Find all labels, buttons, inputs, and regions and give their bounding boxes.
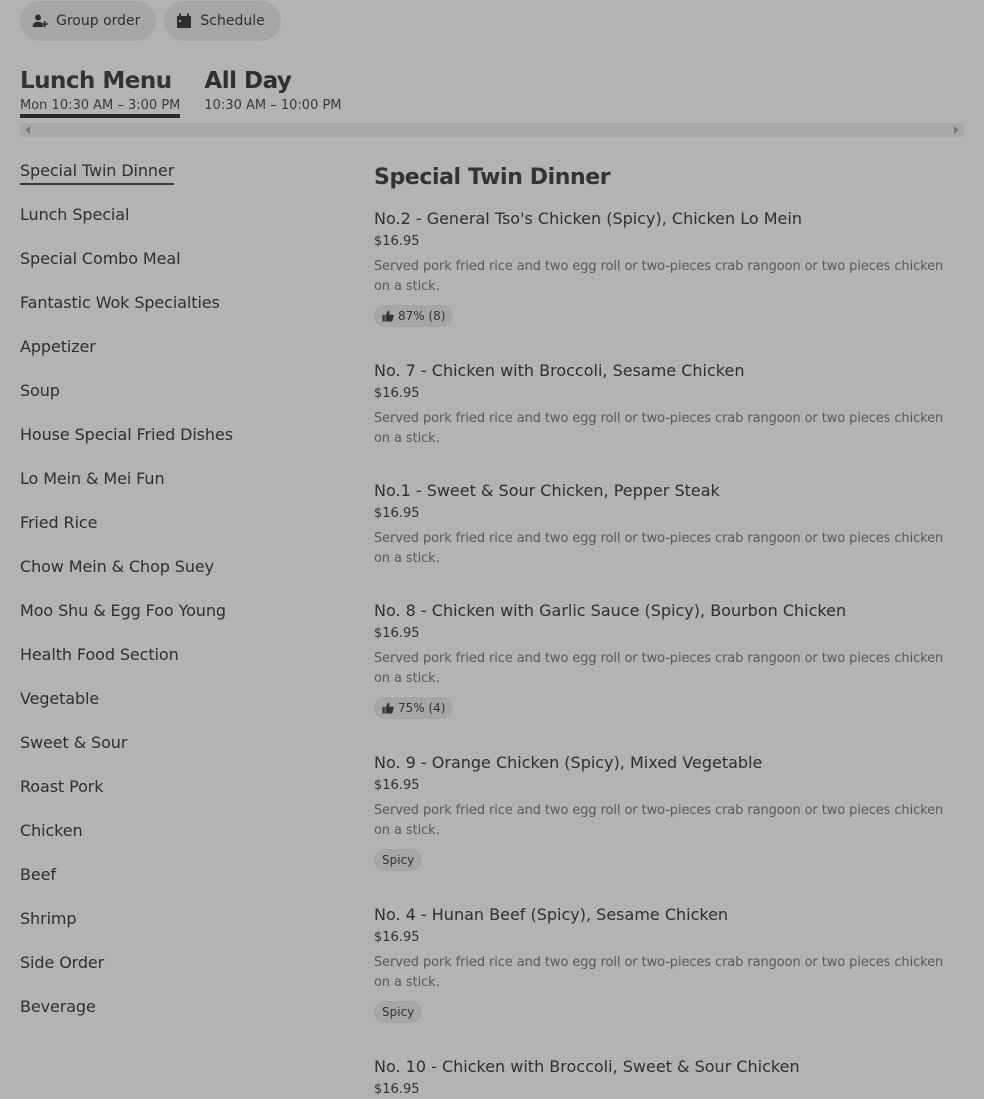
item-description: Served pork fried rice and two egg roll or two-pieces crab rangoon or two pieces chicken on a stick. [374, 803, 944, 838]
calendar-icon [176, 13, 192, 29]
menu-item[interactable] [374, 752, 959, 904]
spicy-tag [374, 849, 422, 871]
thumbs-up-icon [382, 310, 394, 322]
item-price: $16.95 [374, 1082, 420, 1097]
sidebar-item-appetizer[interactable] [20, 334, 340, 378]
top-actions [20, 1, 281, 41]
menu-item[interactable] [374, 1056, 959, 1099]
menu-section [374, 160, 959, 1099]
sidebar-item-label: Special Combo Meal [20, 249, 181, 268]
sidebar-item-chow-mein-chop-suey[interactable] [20, 554, 340, 598]
scroll-right-icon[interactable] [954, 126, 959, 134]
item-price: $16.95 [374, 386, 420, 401]
group-order-label: Group order [56, 13, 141, 29]
sidebar-item-label: Roast Pork [20, 777, 104, 796]
item-name: No.1 - Sweet & Sour Chicken, Pepper Steak [374, 481, 720, 500]
scroll-left-icon[interactable] [25, 126, 30, 134]
section-title: Special Twin Dinner [374, 165, 611, 190]
add-person-icon [32, 13, 48, 29]
menu-item[interactable] [374, 208, 959, 360]
sidebar-item-label: House Special Fried Dishes [20, 425, 233, 444]
sidebar-item-beverage[interactable] [20, 994, 340, 1038]
sidebar-item-label: Special Twin Dinner [20, 159, 174, 185]
item-price: $16.95 [374, 234, 420, 249]
sidebar-item-moo-shu-egg-foo-young[interactable] [20, 598, 340, 642]
sidebar-item-house-special-fried-dishes[interactable] [20, 422, 340, 466]
sidebar-item-sweet-sour[interactable] [20, 730, 340, 774]
rating-badge [374, 305, 453, 327]
category-sidebar [20, 158, 340, 1038]
sidebar-item-chicken[interactable] [20, 818, 340, 862]
rating-badge [374, 697, 453, 719]
sidebar-item-label: Chicken [20, 821, 83, 840]
sidebar-item-label: Moo Shu & Egg Foo Young [20, 601, 226, 620]
sidebar-item-fantastic-wok-specialties[interactable] [20, 290, 340, 334]
sidebar-item-label: Health Food Section [20, 645, 179, 664]
tab-all-day[interactable] [204, 66, 341, 118]
item-description: Served pork fried rice and two egg roll or two-pieces crab rangoon or two pieces chicken on a stick. [374, 531, 944, 566]
sidebar-item-health-food-section[interactable] [20, 642, 340, 686]
item-price: $16.95 [374, 626, 420, 641]
horizontal-scrollbar[interactable] [20, 123, 964, 137]
sidebar-item-label: Shrimp [20, 909, 77, 928]
item-name: No. 4 - Hunan Beef (Spicy), Sesame Chicken [374, 905, 729, 924]
sidebar-item-special-twin-dinner[interactable] [20, 158, 340, 202]
item-name: No. 8 - Chicken with Garlic Sauce (Spicy), Bourbon Chicken [374, 601, 847, 620]
sidebar-item-label: Beverage [20, 997, 96, 1016]
sidebar-item-vegetable[interactable] [20, 686, 340, 730]
sidebar-item-label: Lunch Special [20, 205, 130, 224]
menu-title: Lunch Menu [20, 68, 172, 94]
item-price: $16.95 [374, 930, 420, 945]
sidebar-item-label: Appetizer [20, 337, 96, 356]
rating-text: 75% (4) [398, 701, 446, 715]
menu-item[interactable] [374, 600, 959, 752]
sidebar-item-roast-pork[interactable] [20, 774, 340, 818]
sidebar-item-label: Lo Mein & Mei Fun [20, 469, 165, 488]
tab-lunch-menu[interactable] [20, 66, 180, 118]
menu-tabs [20, 66, 342, 118]
sidebar-item-lunch-special[interactable] [20, 202, 340, 246]
menu-title: All Day [204, 68, 292, 94]
item-description: Served pork fried rice and two egg roll or two-pieces crab rangoon or two pieces chicken on a stick. [374, 411, 944, 446]
menu-item[interactable] [374, 480, 959, 600]
sidebar-item-label: Fantastic Wok Specialties [20, 293, 220, 312]
sidebar-item-label: Chow Mein & Chop Suey [20, 557, 215, 576]
item-price: $16.95 [374, 506, 420, 521]
rating-text: 87% (8) [398, 309, 446, 323]
tag-text: Spicy [382, 1005, 415, 1019]
sidebar-item-special-combo-meal[interactable] [20, 246, 340, 290]
sidebar-item-side-order[interactable] [20, 950, 340, 994]
item-description: Served pork fried rice and two egg roll or two-pieces crab rangoon or two pieces chicken on a stick. [374, 651, 944, 686]
sidebar-item-soup[interactable] [20, 378, 340, 422]
sidebar-item-label: Side Order [20, 953, 105, 972]
sidebar-item-lo-mein-mei-fun[interactable] [20, 466, 340, 510]
thumbs-up-icon [382, 702, 394, 714]
schedule-label: Schedule [200, 13, 265, 29]
tag-text: Spicy [382, 853, 415, 867]
menu-item[interactable] [374, 904, 959, 1056]
sidebar-item-label: Soup [20, 381, 60, 400]
sidebar-item-beef[interactable] [20, 862, 340, 906]
menu-item[interactable] [374, 360, 959, 480]
item-description: Served pork fried rice and two egg roll or two-pieces crab rangoon or two pieces chicken on a stick. [374, 259, 944, 294]
menu-hours: Mon 10:30 AM – 3:00 PM [20, 98, 181, 113]
sidebar-item-label: Beef [20, 865, 56, 884]
item-name: No.2 - General Tso's Chicken (Spicy), Chicken Lo Mein [374, 209, 802, 228]
schedule-button[interactable] [164, 1, 280, 41]
item-price: $16.95 [374, 778, 420, 793]
sidebar-item-fried-rice[interactable] [20, 510, 340, 554]
spicy-tag [374, 1001, 422, 1023]
menu-hours: 10:30 AM – 10:00 PM [204, 98, 342, 113]
sidebar-item-label: Sweet & Sour [20, 733, 128, 752]
sidebar-item-shrimp[interactable] [20, 906, 340, 950]
item-name: No. 7 - Chicken with Broccoli, Sesame Chicken [374, 361, 745, 380]
sidebar-item-label: Fried Rice [20, 513, 98, 532]
item-name: No. 9 - Orange Chicken (Spicy), Mixed Vegetable [374, 753, 763, 772]
sidebar-item-label: Vegetable [20, 689, 100, 708]
item-description: Served pork fried rice and two egg roll or two-pieces crab rangoon or two pieces chicken on a stick. [374, 955, 944, 990]
item-name: No. 10 - Chicken with Broccoli, Sweet & Sour Chicken [374, 1057, 800, 1076]
group-order-button[interactable] [20, 1, 156, 41]
